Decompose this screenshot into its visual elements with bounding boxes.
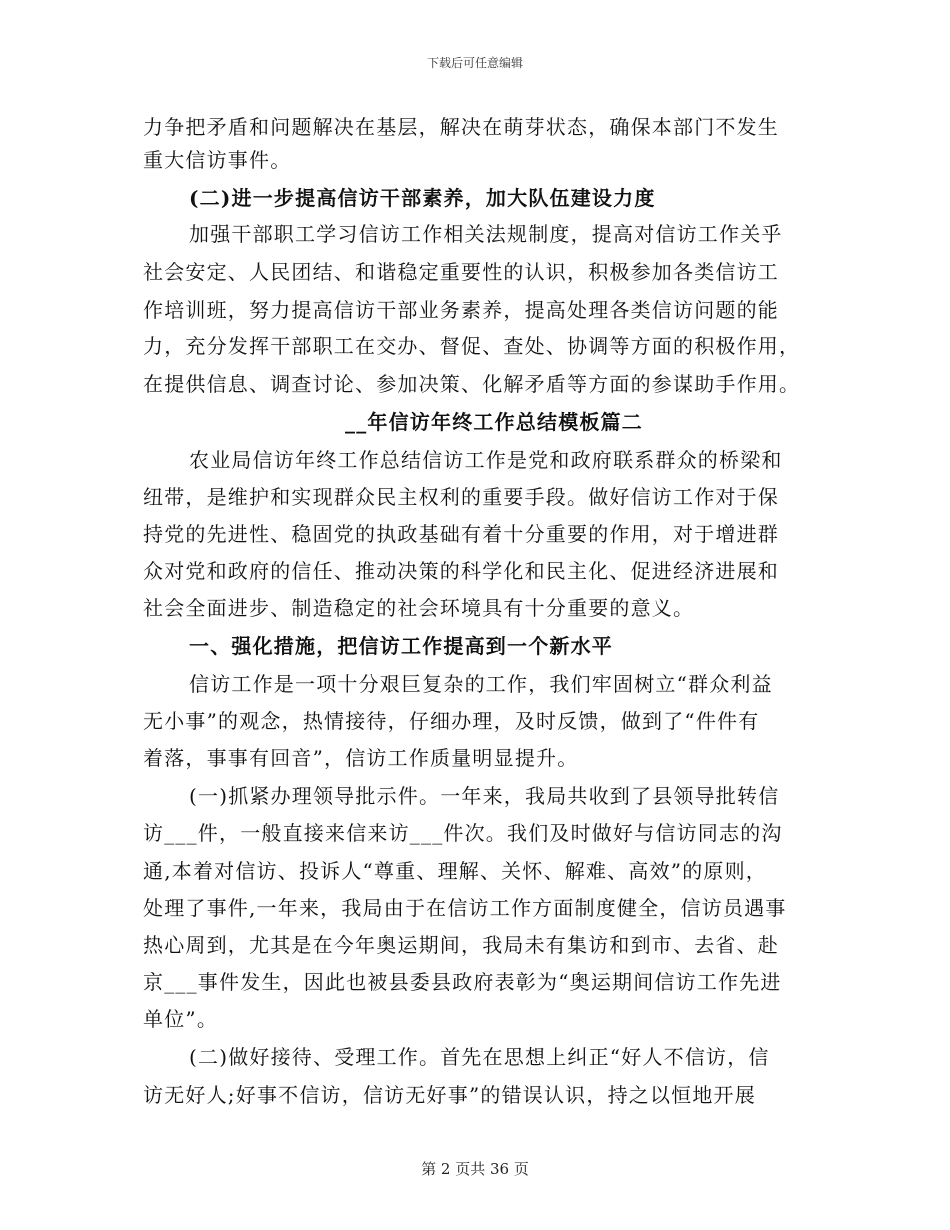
- paragraph-line: 通,本着对信访、投诉人“尊重、理解、关怀、解难、高效”的原则，: [143, 859, 768, 883]
- paragraph-line: 京___事件发生，因此也被县委县政府表彰为“奥运期间信访工作先进: [143, 970, 782, 994]
- section-heading: (二)进一步提高信访干部素养，加大队伍建设力度: [189, 186, 656, 210]
- paragraph-line: 无小事”的观念，热情接待，仔细办理，及时反馈，做到了“件件有: [143, 709, 760, 733]
- paragraph-line: 加强干部职工学习信访工作相关法规制度，提高对信访工作关乎: [189, 222, 783, 246]
- paragraph-line: (一)抓紧办理领导批示件。一年来，我局共收到了县领导批转信: [189, 784, 780, 808]
- paragraph-line: 农业局信访年终工作总结信访工作是党和政府联系群众的桥梁和: [189, 448, 783, 472]
- paragraph-line: 作培训班，努力提高信访干部业务素养，提高处理各类信访问题的能: [143, 298, 779, 322]
- paragraph-line: 持党的先进性、稳固党的执政基础有着十分重要的作用，对于增进群: [143, 522, 779, 546]
- paragraph-line: 处理了事件,一年来，我局由于在信访工作方面制度健全，信访员遇事: [143, 896, 787, 920]
- paragraph-line: 社会全面进步、制造稳定的社会环境具有十分重要的意义。: [143, 596, 695, 620]
- paragraph-line: 力，充分发挥干部职工在交办、督促、查处、协调等方面的积极作用，: [143, 334, 801, 358]
- paragraph-line: 信访工作是一项十分艰巨复杂的工作，我们牢固树立“群众利益: [189, 672, 773, 696]
- paragraph-line: 重大信访事件。: [143, 148, 292, 172]
- page-footer: 第 2 页共 36 页: [421, 1160, 529, 1178]
- paragraph-line: 单位”。: [143, 1007, 219, 1031]
- paragraph-line: 热心周到，尤其是在今年奥运期间，我局未有集访和到市、去省、赴: [143, 933, 779, 957]
- paragraph-line: 纽带，是维护和实现群众民主权利的重要手段。做好信访工作对于保: [143, 485, 779, 509]
- paragraph-line: 访___件，一般直接来信来访___件次。我们及时做好与信访同志的沟: [143, 821, 783, 845]
- paragraph-line: 力争把矛盾和问题解决在基层，解决在萌芽状态，确保本部门不发生: [143, 115, 779, 139]
- paragraph-line: (二)做好接待、受理工作。首先在思想上纠正“好人不信访，信: [189, 1045, 770, 1069]
- paragraph-line: 众对党和政府的信任、推动决策的科学化和民主化、促进经济进展和: [143, 559, 779, 583]
- paragraph-line: 在提供信息、调查讨论、参加决策、化解矛盾等方面的参谋助手作用。: [143, 372, 801, 396]
- paragraph-line: 着落，事事有回音”，信访工作质量明显提升。: [143, 746, 579, 770]
- paragraph-line: 访无好人;好事不信访，信访无好事”的错误认识，持之以恒地开展: [143, 1083, 756, 1107]
- paragraph-line: 社会安定、人民团结、和谐稳定重要性的认识，积极参加各类信访工: [143, 260, 779, 284]
- section-title: __年信访年终工作总结模板篇二: [345, 410, 643, 434]
- page-header: 下载后可任意编辑: [426, 56, 523, 70]
- section-heading: 一、强化措施，把信访工作提高到一个新水平: [189, 634, 613, 658]
